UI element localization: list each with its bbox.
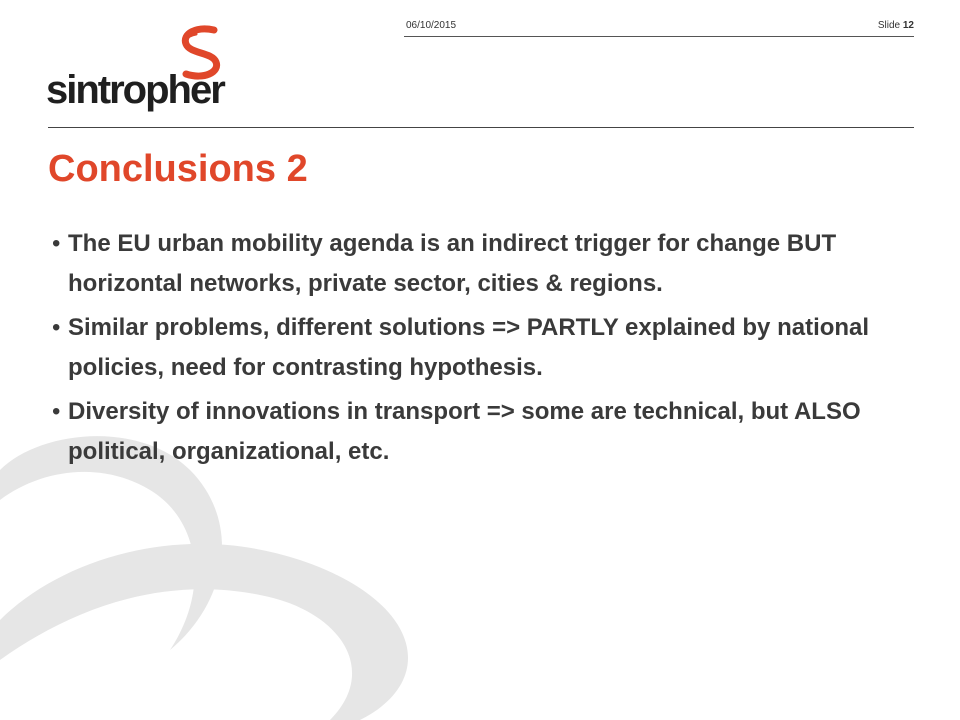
bullet-item [48, 392, 918, 472]
title-rule [48, 127, 914, 128]
bullet-text: The EU urban mobility agenda is an indirect trigger for change BUT horizontal networks, private sector, cities & regions. [68, 230, 837, 297]
bullet-icon: • [52, 314, 61, 341]
slide-number-label [878, 20, 914, 31]
bullet-item [48, 224, 918, 304]
bullet-item [48, 308, 918, 388]
bullet-icon: • [52, 230, 61, 257]
header-rule [404, 36, 914, 37]
logo-wordmark: sintropher [46, 68, 224, 112]
slide-date: 06/10/2015 [406, 20, 457, 31]
bullet-text: Similar problems, different solutions => PARTLY explained by national policies, need for contrasting hypothesis. [68, 314, 870, 381]
slide-title: Conclusions 2 [48, 148, 308, 190]
bullet-text: Diversity of innovations in transport => some are technical, but ALSO political, organizational, etc. [68, 398, 861, 465]
bullet-icon: • [52, 398, 61, 425]
slide-label: Slide [877, 20, 901, 31]
bullet-list [48, 224, 918, 476]
slide-number: 12 [902, 20, 914, 31]
